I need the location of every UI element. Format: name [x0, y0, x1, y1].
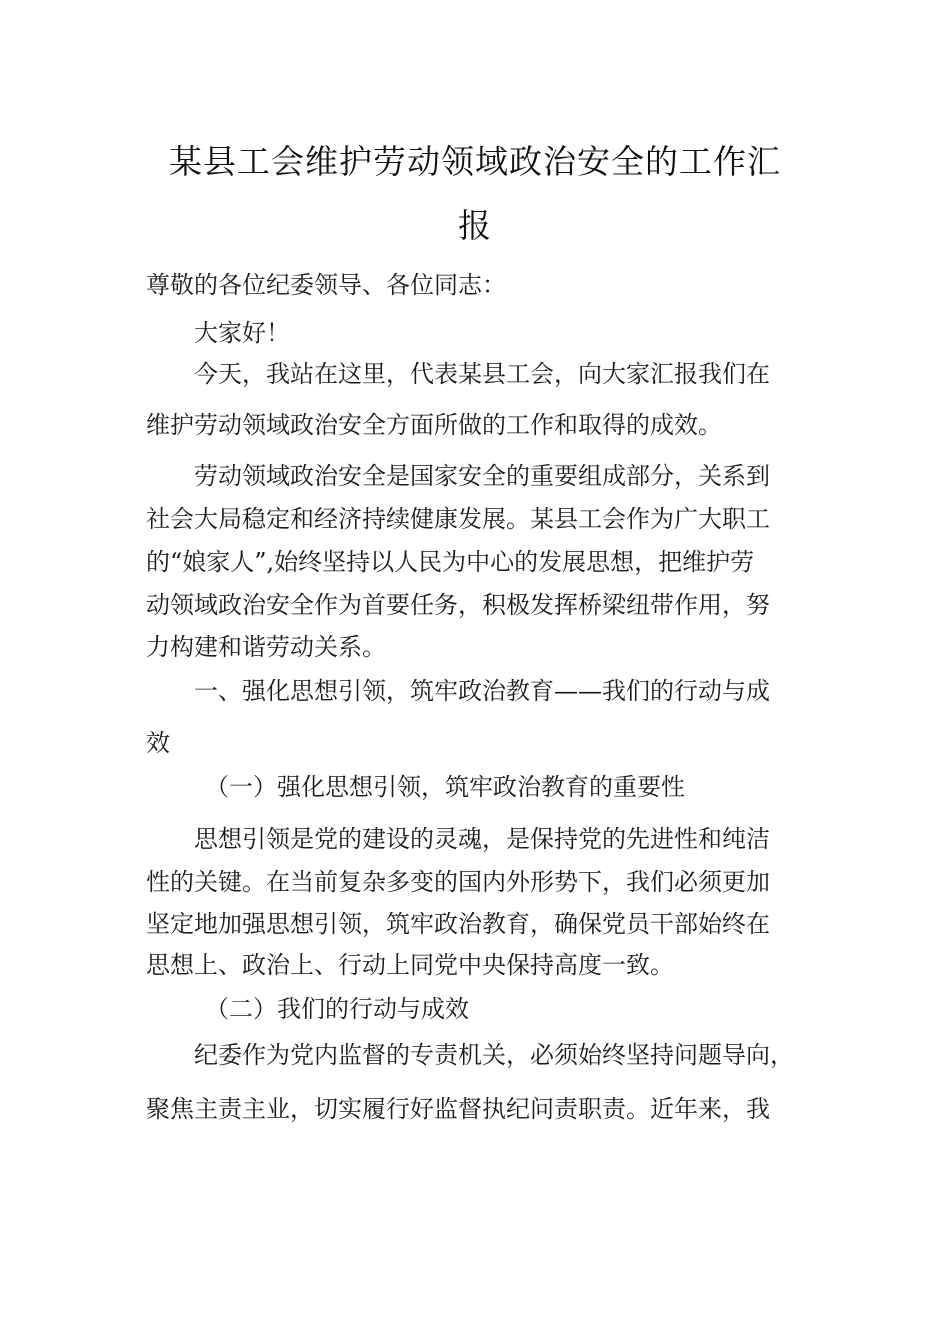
subsection-heading: （二）我们的行动与成效: [205, 995, 469, 1023]
subsection-heading: （一）强化思想引领，筑牢政治教育的重要性: [205, 773, 685, 801]
paragraph-line: 聚焦主责主业，切实履行好监督执纪问责职责。近年来，我: [146, 1095, 770, 1123]
paragraph-line: 力构建和谐劳动关系。: [146, 633, 386, 661]
document-title-line-2: 报: [458, 206, 492, 245]
paragraph-line: 性的关键。在当前复杂多变的国内外形势下，我们必须更加: [146, 868, 770, 896]
paragraph-line: 今天，我站在这里，代表某县工会，向大家汇报我们在: [194, 360, 770, 388]
paragraph-line: 维护劳动领域政治安全方面所做的工作和取得的成效。: [146, 411, 722, 439]
paragraph-line: 的“娘家人”,始终坚持以人民为中心的发展思想，把维护劳: [146, 548, 755, 576]
paragraph-line: 动领域政治安全作为首要任务，积极发挥桥梁纽带作用，努: [146, 591, 770, 619]
paragraph-line: 社会大局稳定和经济持续健康发展。某县工会作为广大职工: [146, 505, 770, 533]
paragraph-line: 思想引领是党的建设的灵魂，是保持党的先进性和纯洁: [194, 825, 770, 853]
paragraph-line: 劳动领域政治安全是国家安全的重要组成部分，关系到: [194, 462, 770, 490]
section-heading-line: 效: [146, 729, 170, 757]
section-heading-line: 一、强化思想引领，筑牢政治教育——我们的行动与成: [194, 677, 770, 705]
paragraph-line: 纪委作为党内监督的专责机关，必须始终坚持问题导向，: [194, 1041, 794, 1069]
paragraph-line: 思想上、政治上、行动上同党中央保持高度一致。: [146, 951, 674, 979]
salutation: 尊敬的各位纪委领导、各位同志：: [146, 271, 506, 299]
document-title-line-1: 某县工会维护劳动领域政治安全的工作汇: [169, 142, 781, 181]
paragraph-line: 坚定地加强思想引领，筑牢政治教育，确保党员干部始终在: [146, 910, 770, 938]
greeting: 大家好！: [194, 319, 290, 347]
